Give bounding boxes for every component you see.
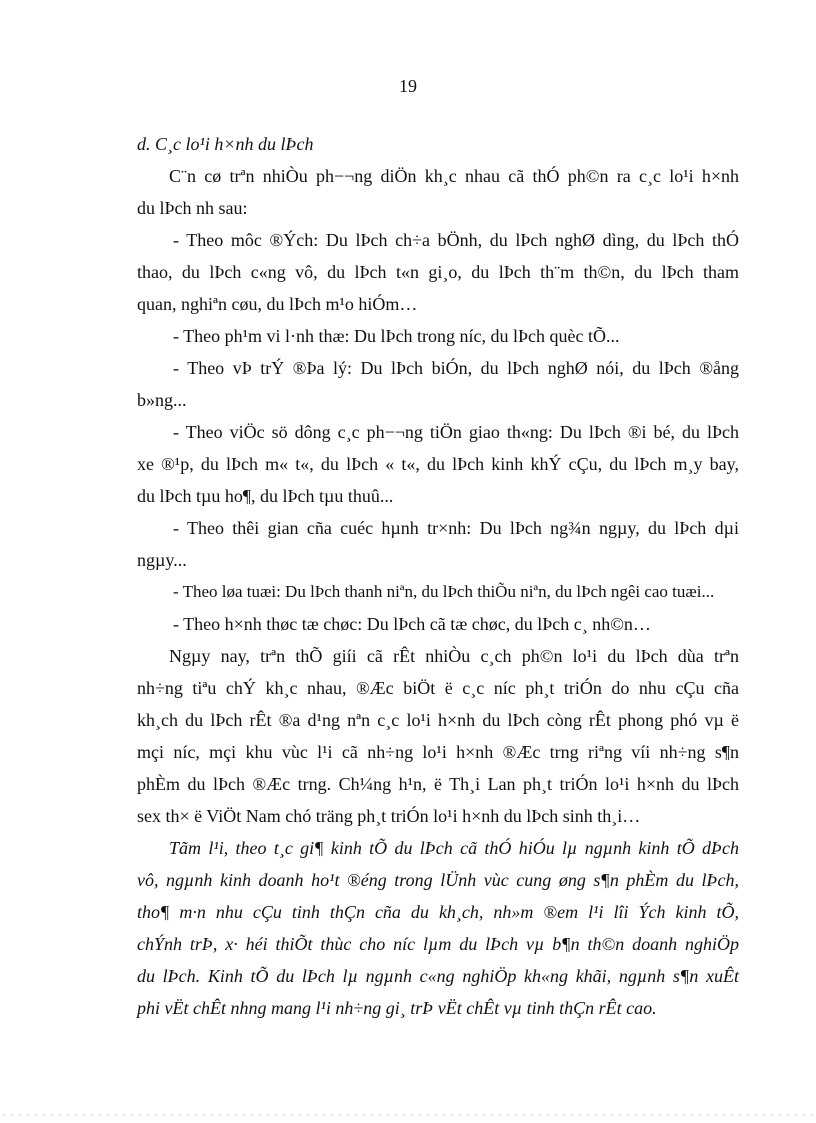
paragraph-line: du lÞch nh sau: bbox=[137, 198, 248, 218]
list-item-line: - Theo vÞ trÝ ®Þa lý: Du lÞch biÓn, du lÞch nghØ nói, du lÞch ®ång bbox=[173, 358, 739, 378]
paragraph-line: Tãm l¹i, theo t¸c gi¶ kinh tÕ du lÞch cã thÓ hiÓu lµ ngµnh kinh tÕ dÞch bbox=[169, 838, 739, 858]
list-item-line: xe ®¹p, du lÞch m« t«, du lÞch « t«, du lÞch kinh khÝ cÇu, du lÞch m¸y bay, bbox=[137, 454, 739, 474]
list-item-line: du lÞch tµu ho¶, du lÞch tµu thuû... bbox=[137, 486, 394, 506]
page-number: 19 bbox=[399, 76, 417, 96]
list-item-line: - Theo ph¹m vi l·nh thæ: Du lÞch trong níc, du lÞch quèc tÕ... bbox=[173, 326, 620, 346]
paragraph-line: mçi níc, mçi khu vùc l¹i cã nh÷ng lo¹i h×nh ®Æc trng riªng víi nh÷ng s¶n bbox=[137, 742, 739, 762]
paragraph-line: Ngµy nay, trªn thÕ giíi cã rÊt nhiÒu c¸ch ph©n lo¹i du lÞch dùa trªn bbox=[169, 646, 739, 666]
list-item-line: - Theo løa tuæi: Du lÞch thanh niªn, du lÞch thiÕu niªn, du lÞch ngêi cao tuæi... bbox=[173, 582, 715, 601]
list-item-line: - Theo thêi gian cña cuéc hµnh tr×nh: Du lÞch ng¾n ngµy, du lÞch dµi bbox=[173, 518, 739, 538]
paragraph-line: du lÞch. Kinh tÕ du lÞch lµ ngµnh c«ng nghiÖp kh«ng khãi, ngµnh s¶n xuÊt bbox=[137, 966, 739, 986]
paragraph-line: phÈm du lÞch ®Æc trng. Ch¼ng h¹n, ë Th¸i Lan ph¸t triÓn lo¹i h×nh du lÞch bbox=[137, 774, 739, 794]
list-item-line: quan, nghiªn cøu, du lÞch m¹o hiÓm… bbox=[137, 294, 418, 314]
paragraph-line: tho¶ m·n nhu cÇu tinh thÇn cña du kh¸ch, nh»m ®em l¹i lîi Ých kinh tÕ, bbox=[137, 902, 739, 922]
paragraph-line: vô, ngµnh kinh doanh ho¹t ®éng trong lÜnh vùc cung øng s¶n phÈm du lÞch, bbox=[137, 870, 739, 890]
list-item-line: - Theo môc ®Ých: Du lÞch ch÷a bÖnh, du lÞch nghØ dìng, du lÞch thÓ bbox=[173, 230, 739, 250]
paragraph-line: kh¸ch du lÞch rÊt ®a d¹ng nªn c¸c lo¹i h×nh du lÞch còng rÊt phong phó vµ ë bbox=[137, 710, 739, 730]
section-heading: d. C¸c lo¹i h×nh du lÞch bbox=[137, 134, 314, 154]
paragraph-line: sex th× ë ViÖt Nam chó träng ph¸t triÓn lo¹i h×nh du lÞch sinh th¸i… bbox=[137, 806, 641, 826]
paragraph-line: C¨n cø trªn nhiÒu ph−¬ng diÖn kh¸c nhau cã thÓ ph©n ra c¸c lo¹i h×nh bbox=[169, 166, 739, 186]
list-item-line: b»ng... bbox=[137, 390, 187, 410]
paragraph-line: chÝnh trÞ, x· héi thiÕt thùc cho níc lµm du lÞch vµ b¶n th©n doanh nghiÖp bbox=[137, 934, 739, 954]
scan-dots bbox=[0, 1111, 816, 1119]
paragraph-line: phi vËt chÊt nhng mang l¹i nh÷ng gi¸ trÞ vËt chÊt vµ tinh thÇn rÊt cao. bbox=[137, 998, 657, 1018]
list-item-line: - Theo viÖc sö dông c¸c ph−¬ng tiÖn giao th«ng: Du lÞch ®i bé, du lÞch bbox=[173, 422, 739, 442]
list-item-line: ngµy... bbox=[137, 550, 187, 570]
paragraph-line: nh÷ng tiªu chÝ kh¸c nhau, ®Æc biÖt ë c¸c níc ph¸t triÓn do nhu cÇu cña bbox=[137, 678, 739, 698]
list-item-line: thao, du lÞch c«ng vô, du lÞch t«n gi¸o, du lÞch th¨m th©n, du lÞch tham bbox=[137, 262, 739, 282]
list-item-line: - Theo h×nh thøc tæ chøc: Du lÞch cã tæ chøc, du lÞch c¸ nh©n… bbox=[173, 614, 651, 634]
